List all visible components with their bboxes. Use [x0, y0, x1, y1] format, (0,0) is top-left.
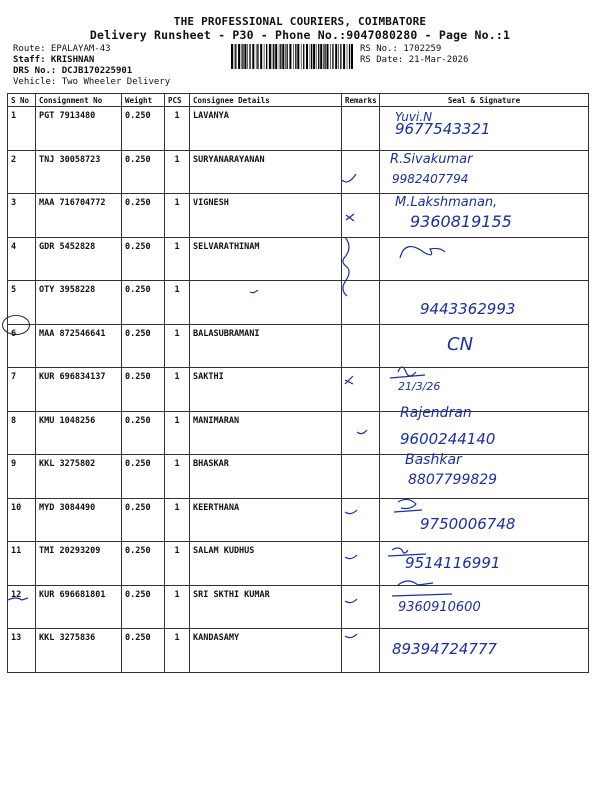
row-remarks — [342, 542, 380, 586]
row-weight: 0.250 — [122, 281, 165, 325]
row-pcs: 1 — [165, 107, 190, 151]
row-remarks — [342, 411, 380, 455]
row-remarks — [342, 237, 380, 281]
table-row — [8, 629, 589, 673]
table-row — [8, 455, 589, 499]
row-consignment-no: KUR 696834137 — [36, 368, 122, 412]
row-consignment-no: KMU 1048256 — [36, 411, 122, 455]
row-signature — [380, 542, 589, 586]
table-header — [8, 94, 589, 107]
row-pcs: 1 — [165, 498, 190, 542]
company-title: THE PROFESSIONAL COURIERS, COIMBATORE — [173, 15, 427, 28]
row-consignee: MANIMARAN — [190, 411, 342, 455]
row-consignment-no: KKL 3275836 — [36, 629, 122, 673]
row-consignment-no: TMI 20293209 — [36, 542, 122, 586]
row-consignee: SAKTHI — [190, 368, 342, 412]
handwriting: 9360819155 — [410, 212, 512, 231]
handwriting: 8807799829 — [408, 472, 498, 488]
col-weight: Weight — [122, 94, 165, 107]
row-weight: 0.250 — [122, 194, 165, 238]
row-sno: 12 — [8, 585, 36, 629]
row-weight: 0.250 — [122, 237, 165, 281]
row-pcs: 1 — [165, 281, 190, 325]
row-pcs: 1 — [165, 150, 190, 194]
table-row — [8, 585, 589, 629]
row-consignee: BALASUBRAMANI — [190, 324, 342, 368]
row-remarks — [342, 281, 380, 325]
row-remarks — [342, 324, 380, 368]
row-weight: 0.250 — [122, 629, 165, 673]
handwriting: 9982407794 — [392, 172, 469, 186]
row-6-circle-mark — [2, 315, 30, 335]
row-sno: 13 — [8, 629, 36, 673]
row-signature — [380, 194, 589, 238]
handwriting: R.Sivakumar — [390, 152, 473, 167]
row-weight: 0.250 — [122, 542, 165, 586]
row-consignee: VIGNESH — [190, 194, 342, 238]
handwriting: Bashkar — [405, 452, 462, 468]
row-weight: 0.250 — [122, 107, 165, 151]
row-consignee: KEERTHANA — [190, 498, 342, 542]
row-consignee: SRI SKTHI KUMAR — [190, 585, 342, 629]
row-sno: 11 — [8, 542, 36, 586]
row-remarks — [342, 585, 380, 629]
row-weight: 0.250 — [122, 498, 165, 542]
row-consignee: BHASKAR — [190, 455, 342, 499]
row-pcs: 1 — [165, 411, 190, 455]
table-row — [8, 542, 589, 586]
row-remarks — [342, 194, 380, 238]
row-signature — [380, 281, 589, 325]
row-sno: 8 — [8, 411, 36, 455]
col-consignee: Consignee Details — [190, 94, 342, 107]
row-signature — [380, 107, 589, 151]
row-consignment-no: OTY 3958228 — [36, 281, 122, 325]
row-sno: 5 — [8, 281, 36, 325]
table-row — [8, 194, 589, 238]
handwriting: 9443362993 — [420, 300, 516, 318]
row-consignee: SELVARATHINAM — [190, 237, 342, 281]
table-row — [8, 281, 589, 325]
vehicle-label: Vehicle: Two Wheeler Delivery — [13, 77, 171, 87]
row-consignee — [190, 281, 342, 325]
handwriting: 9750006748 — [420, 515, 516, 533]
row-consignee: KANDASAMY — [190, 629, 342, 673]
row-sno: 4 — [8, 237, 36, 281]
row-sno: 9 — [8, 455, 36, 499]
row-weight: 0.250 — [122, 368, 165, 412]
row-weight: 0.250 — [122, 324, 165, 368]
row-signature — [380, 455, 589, 499]
row-signature — [380, 411, 589, 455]
row-pcs: 1 — [165, 455, 190, 499]
row-pcs: 1 — [165, 542, 190, 586]
row-pcs: 1 — [165, 629, 190, 673]
table-row — [8, 237, 589, 281]
col-sno: S No — [8, 94, 36, 107]
handwriting: 21/3/26 — [398, 380, 441, 393]
row-sno: 2 — [8, 150, 36, 194]
row-sno: 3 — [8, 194, 36, 238]
row-signature — [380, 585, 589, 629]
row-consignment-no: MAA 872546641 — [36, 324, 122, 368]
staff-label: Staff: KRISHNAN — [13, 55, 95, 65]
handwriting: 9360910600 — [398, 600, 481, 615]
row-consignment-no: MYD 3084490 — [36, 498, 122, 542]
col-pcs: PCS — [165, 94, 190, 107]
table-row — [8, 368, 589, 412]
row-consignment-no: PGT 7913480 — [36, 107, 122, 151]
row-consignment-no: KKL 3275802 — [36, 455, 122, 499]
row-signature — [380, 324, 589, 368]
runsheet-title: Delivery Runsheet - P30 - Phone No.:9047080280 - Page No.:1 — [89, 28, 511, 42]
row-consignee: LAVANYA — [190, 107, 342, 151]
row-signature — [380, 498, 589, 542]
table-row — [8, 411, 589, 455]
row-sno: 10 — [8, 498, 36, 542]
row-signature — [380, 629, 589, 673]
row-signature — [380, 368, 589, 412]
row-sno: 7 — [8, 368, 36, 412]
route-label: Route: EPALAYAM-43 — [13, 44, 111, 54]
row-pcs: 1 — [165, 237, 190, 281]
handwriting: Rajendran — [400, 405, 472, 421]
rs-info — [360, 44, 468, 66]
row-consignee: SALAM KUDHUS — [190, 542, 342, 586]
row-consignment-no: GDR 5452828 — [36, 237, 122, 281]
col-signature: Seal & Signature — [380, 94, 589, 107]
row-pcs: 1 — [165, 585, 190, 629]
row-weight: 0.250 — [122, 411, 165, 455]
handwriting: 9514116991 — [405, 554, 501, 572]
row-pcs: 1 — [165, 324, 190, 368]
handwriting: Yuvi.N — [395, 110, 433, 124]
table-row — [8, 150, 589, 194]
table-row — [8, 107, 589, 151]
row-consignment-no: MAA 716704772 — [36, 194, 122, 238]
row-pcs: 1 — [165, 368, 190, 412]
row-remarks — [342, 498, 380, 542]
route-info — [13, 44, 170, 88]
row-weight: 0.250 — [122, 585, 165, 629]
row-remarks — [342, 455, 380, 499]
col-consignment: Consignment No — [36, 94, 122, 107]
col-remarks: Remarks — [342, 94, 380, 107]
row-signature — [380, 150, 589, 194]
rs-date: RS Date: 21-Mar-2026 — [360, 55, 469, 65]
handwriting: M.Lakshmanan, — [395, 195, 498, 210]
handwriting: CN — [447, 334, 474, 355]
runsheet-table — [7, 93, 589, 673]
row-remarks — [342, 629, 380, 673]
row-remarks — [342, 150, 380, 194]
row-signature — [380, 237, 589, 281]
drs-label: DRS No.: DCJB170225901 — [13, 66, 133, 76]
row-consignment-no: KUR 696681801 — [36, 585, 122, 629]
table-row — [8, 324, 589, 368]
handwriting: 89394724777 — [392, 640, 497, 658]
row-sno: 1 — [8, 107, 36, 151]
handwriting: 9600244140 — [400, 430, 496, 448]
row-consignment-no: TNJ 30058723 — [36, 150, 122, 194]
table-row — [8, 498, 589, 542]
row-sno: 6 — [8, 324, 36, 368]
handwriting: 9677543321 — [395, 120, 491, 138]
row-remarks — [342, 368, 380, 412]
row-consignee: SURYANARAYANAN — [190, 150, 342, 194]
row-remarks — [342, 107, 380, 151]
barcode-image — [230, 44, 355, 69]
row-weight: 0.250 — [122, 455, 165, 499]
rs-number: RS No.: 1702259 — [360, 44, 442, 54]
row-pcs: 1 — [165, 194, 190, 238]
row-weight: 0.250 — [122, 150, 165, 194]
